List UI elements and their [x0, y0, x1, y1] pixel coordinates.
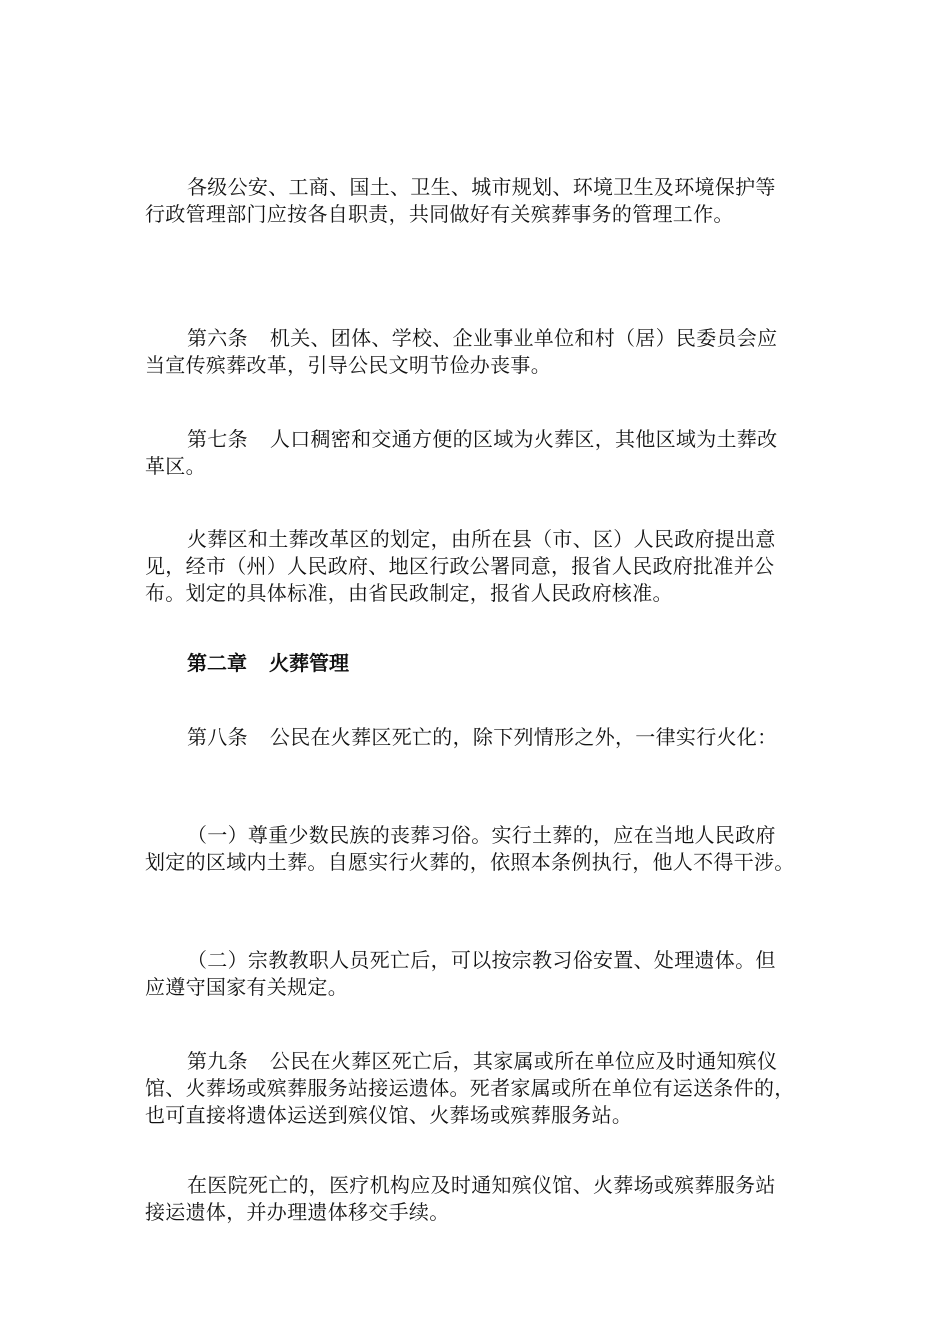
article-text: 公民在火葬区死亡的，除下列情形之外，一律实行火化： — [269, 725, 778, 749]
article-9 — [145, 1048, 795, 1129]
article-7 — [145, 426, 795, 480]
article-text: 机关、团体、学校、企业事业单位和村（居）民委员会应当宣传殡葬改革，引导公民文明节俭办丧事。 — [145, 326, 778, 377]
article-number: 第七条 — [187, 427, 248, 451]
list-item-1 — [145, 822, 795, 876]
paragraph-text: 在医院死亡的，医疗机构应及时通知殡仪馆、火葬场或殡葬服务站接运遗体，并办理遗体移交手续。 — [145, 1173, 776, 1224]
paragraph-hospital-death — [145, 1172, 795, 1226]
paragraph-text: 火葬区和土葬改革区的划定，由所在县（市、区）人民政府提出意见，经市（州）人民政府、地区行政公署同意，报省人民政府批准并公布。划定的具体标准，由省民政制定，报省人民政府核准。 — [145, 527, 776, 605]
article-6 — [145, 325, 795, 379]
article-number: 第九条 — [187, 1049, 248, 1073]
article-text: 人口稠密和交通方便的区域为火葬区，其他区域为土葬改革区。 — [145, 427, 778, 478]
article-8 — [145, 724, 795, 751]
list-item-text: （一）尊重少数民族的丧葬习俗。实行土葬的，应在当地人民政府划定的区域内土葬。自愿实行火葬的，依照本条例执行，他人不得干涉。 — [145, 823, 795, 874]
paragraph-admin-departments — [145, 174, 795, 228]
paragraph-text: 各级公安、工商、国土、卫生、城市规划、环境卫生及环境保护等行政管理部门应按各自职责，共同做好有关殡葬事务的管理工作。 — [145, 175, 776, 226]
article-number: 第六条 — [187, 326, 248, 350]
chapter-heading — [187, 650, 349, 677]
article-text: 公民在火葬区死亡后，其家属或所在单位应及时通知殡仪馆、火葬场或殡葬服务站接运遗体。死者家属或所在单位有运送条件的，也可直接将遗体运送到殡仪馆、火葬场或殡葬服务站。 — [145, 1049, 795, 1127]
list-item-2 — [145, 947, 795, 1001]
chapter-number: 第二章 — [187, 651, 247, 675]
article-number: 第八条 — [187, 725, 248, 749]
chapter-title: 火葬管理 — [269, 651, 349, 675]
paragraph-zone-designation — [145, 526, 795, 607]
list-item-text: （二）宗教教职人员死亡后，可以按宗教习俗安置、处理遗体。但应遵守国家有关规定。 — [145, 948, 776, 999]
